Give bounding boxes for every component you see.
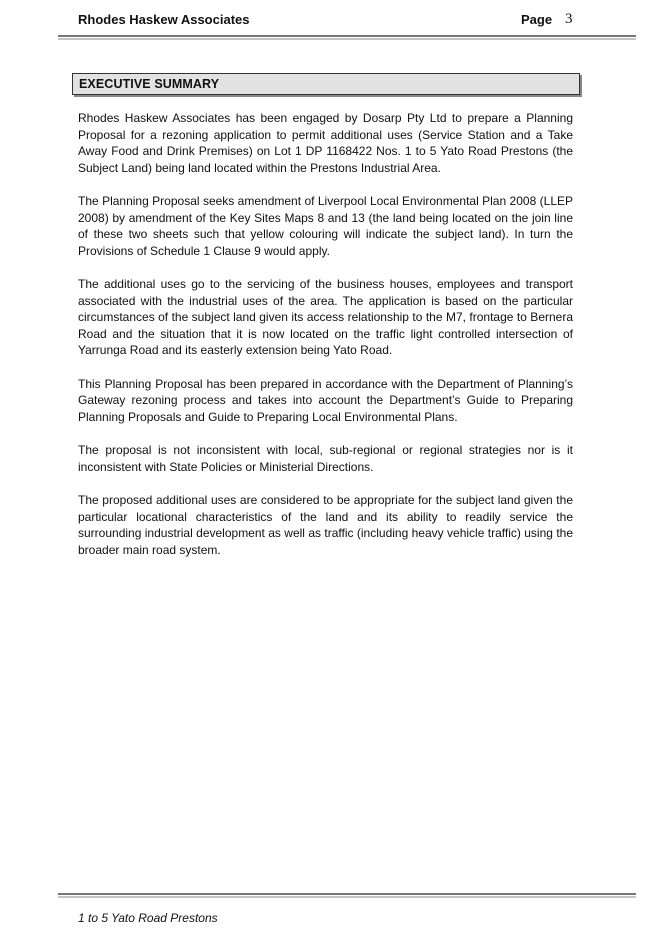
paragraph: The proposal is not inconsistent with local, sub-regional or regional strategies nor is it inconsistent with State Policies or Ministerial Directions. [78,443,573,474]
paragraph: The Planning Proposal seeks amendment of Liverpool Local Environmental Plan 2008 (LLEP 2008) by amendment of the Key Sites Maps 8 and 13 (the land being located on the join line of these two sheets such that yellow colouring will indicate the subject land). In turn the Provisions of Schedule 1 Clause 9 would apply. [78,194,573,258]
footer-text: 1 to 5 Yato Road Prestons [78,911,218,925]
page-number: 3 [565,11,573,27]
page-label: Page [521,12,553,27]
section-heading-box [72,73,580,95]
paragraph: Rhodes Haskew Associates has been engaged by Dosarp Pty Ltd to prepare a Planning Proposal for a rezoning application to permit additional uses (Service Station and a Take Away Food and Drink Premises) on Lot 1 DP 1168422 Nos. 1 to 5 Yato Road Prestons (the Subject Land) being land located within the Prestons Industrial Area. [78,111,573,175]
company-name: Rhodes Haskew Associates [78,12,250,27]
footer-rule-shadow [58,896,636,898]
page-header [78,12,578,32]
document-body [78,110,573,575]
header-rule-shadow [58,38,636,40]
paragraph: This Planning Proposal has been prepared in accordance with the Department of Planning’s Gateway rezoning process and takes into account the Department’s Guide to Preparing Planning Proposals and Guide to Preparing Local Environmental Plans. [78,376,573,424]
paragraph: The proposed additional uses are considered to be appropriate for the subject land given the particular locational characteristics of the land and its ability to readily service the surrounding industrial development as well as traffic (including heavy vehicle traffic) using the broader main road system. [78,493,573,557]
section-title: EXECUTIVE SUMMARY [79,77,220,91]
footer-rule [58,893,636,895]
paragraph: The additional uses go to the servicing of the business houses, employees and transport associated with the industrial uses of the area. The application is based on the particular circumstances of the subject land given its access relationship to the M7, frontage to Bernera Road and the situation that it is now located on the traffic light controlled intersection of Yarrunga Road and its easterly extension being Yato Road. [78,277,573,357]
header-rule [58,35,636,37]
